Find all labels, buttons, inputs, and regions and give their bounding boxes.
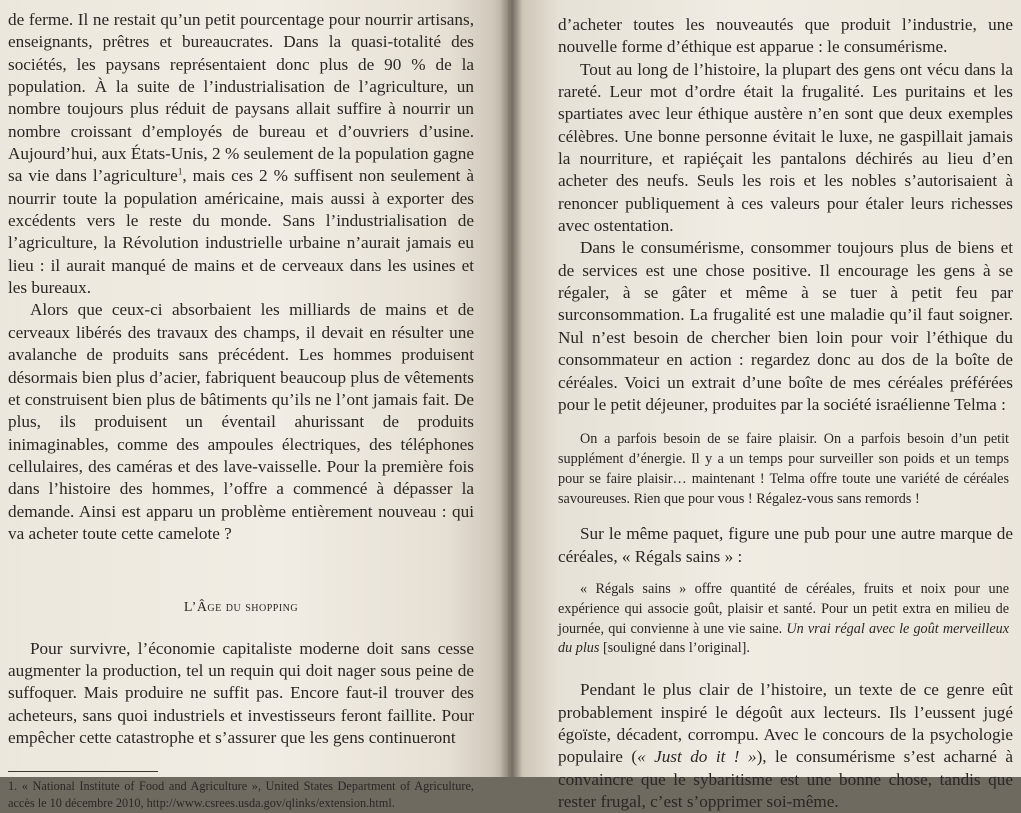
regals-sains-quote-text: « Régals sains » offre quantité de céréales, fruits et noix pour une expérience qui associe goût, plaisir et santé. Pour un petit extra en milieu de journée, qui convienne à une vie saine. [558, 581, 1009, 637]
right-paragraph-5-continued: , le consumérisme s’est acharné à convaincre que le sybaritisme est une bonne chose, tandis que rester frugal, c’est s’opprimer soi-même. [558, 747, 1013, 811]
left-paragraph-1-text: de ferme. Il ne restait qu’un petit pourcentage pour nourrir artisans, enseignants, prêtres et bureaucrates. Dans la quasi-totalité des sociétés, les paysans représentaient donc plus de 90 % de la population. À la suite de l’industrialisation de l’agriculture, un nombre toujours plus réduit de paysans allait suffire à nourrir un nombre croissant d’employés de bureau et d’ouvriers d’usine. Aujourd’hui, aux États-Unis, 2 % seulement de la population gagne sa vie dans l’agriculture [8, 10, 474, 186]
left-paragraph-1-continued: , mais ces 2 % suffisent non seulement à nourrir toute la population américaine, mais aussi à exporter des excédents vers le reste du monde. Sans l’industrialisation de l’agriculture, la Révolution industrielle urbaine n’aurait jamais eu lieu : il aurait manqué de mains et de cerveaux dans les usines et les bureaux. [8, 166, 475, 298]
slogan-close-paren: ) [756, 747, 763, 767]
right-page-body-2 [558, 523, 1013, 568]
footnote: 1. « National Institute of Food and Agriculture », United States Department of Agriculture, accès le 10 décembre 2010, http://www.csrees.usda.gov/qlinks/extension.html. [8, 779, 474, 810]
section-title-text: Âge du shopping [196, 600, 299, 616]
right-paragraph-1: d’acheter toutes les nouveautés que produit l’industrie, une nouvelle forme d’éthique est apparue : le consumérisme. [558, 15, 1013, 57]
left-paragraph-3: Pour survivre, l’économie capitaliste moderne doit sans cesse augmenter la production, tel un requin qui doit nager sous peine de suffoquer. Mais produire ne suffit pas. Encore faut-il trouver des acheteurs, sans quoi industriels et investisseurs feront faillite. Pour empêcher cette catastrophe et s’assurer que les gens continueront [8, 638, 474, 747]
right-page-body-3 [558, 679, 1013, 813]
left-page-body [8, 9, 474, 749]
left-paragraph-1 [8, 9, 474, 299]
book-gutter [500, 0, 522, 777]
regals-sains-slogan: Un vrai régal avec le goût merveilleux du plus [558, 620, 1010, 657]
right-paragraph-5 [558, 679, 1013, 813]
section-title-initial: L’ [183, 600, 197, 616]
right-paragraph-2: Tout au long de l’histoire, la plupart des gens ont vécu dans la rareté. Leur mot d’ordre était la frugalité. Les puritains et les spartiates avec leur éthique austère n’en sont que deux exemples célèbres. Une bonne personne évitait le luxe, ne gaspillait jamais la nourriture, et rapiéçait les pantalons déchirés au lieu d’en acheter des neufs. Seuls les rois et les nobles s’autorisaient à renoncer publiquement à ces valeurs pour étaler leurs richesses avec ostentation. [558, 59, 1013, 236]
regals-sains-note: [souligné dans l’original]. [602, 640, 750, 657]
footnote-divider [8, 771, 158, 772]
left-page [0, 0, 508, 810]
telma-quote: On a parfois besoin de se faire plaisir. On a parfois besoin d’un petit supplément d’énergie. Il y a un temps pour surveiller son poids et un temps pour se faire plaisir… maintenant ! Telma offre toute une variété de céréales savoureuses. Rien que pour vous ! Régalez-vous sans remords ! [558, 431, 1009, 507]
left-paragraph-2: Alors que ceux-ci absorbaient les milliards de mains et de cerveaux libérés des travaux des champs, il devait en résulter une avalanche de produits sans précédent. Les hommes produisent désormais bien plus d’acier, fabriquent beaucoup plus de vêtements et construisent bien plus de bâtiments qu’ils ne l’ont jamais fait. De plus, ils produisent un éventail ahurissant de produits inimaginables, comme des ampoules électriques, des téléphones cellulaires, des caméras et des lave-vaisselle. Pour la première fois dans l’histoire des hommes, l’offre a commencé à dépasser la demande. Ainsi est apparu un problème entièrement nouveau : qui va acheter toute cette camelote ? [8, 300, 474, 543]
right-paragraph-3: Dans le consumérisme, consommer toujours plus de biens et de services est une chose positive. Il encourage les gens à se régaler, à se gâter et même à se tuer à petit feu par surconsommation. La frugalité est une maladie qu’il faut soigner. Nul n’est besoin de chercher bien loin pour voir l’éthique du consommateur en action : regardez donc au dos de la boîte de céréales. Voici un extrait d’une boîte de mes céréales préférées pour le petit déjeuner, produites par la société israélienne Telma : [558, 238, 1013, 414]
right-paragraph-5-text: Pendant le plus clair de l’histoire, un texte de ce genre eût probablement inspiré le dégoût aux lecteurs. Ils l’eussent jugé égoïste, décadent, corrompu. Avec le concours de la psychologie populaire ( [558, 680, 1013, 767]
right-page-body [558, 14, 1013, 416]
section-title [8, 597, 474, 619]
right-paragraph-4: Sur le même paquet, figure une pub pour une autre marque de céréales, « Régals sains » : [558, 524, 1013, 566]
regals-sains-quote [558, 580, 1009, 659]
just-do-it-slogan: « Just do it ! » [637, 747, 757, 767]
right-page [508, 0, 1021, 811]
footnote-marker: 1 [177, 166, 183, 177]
